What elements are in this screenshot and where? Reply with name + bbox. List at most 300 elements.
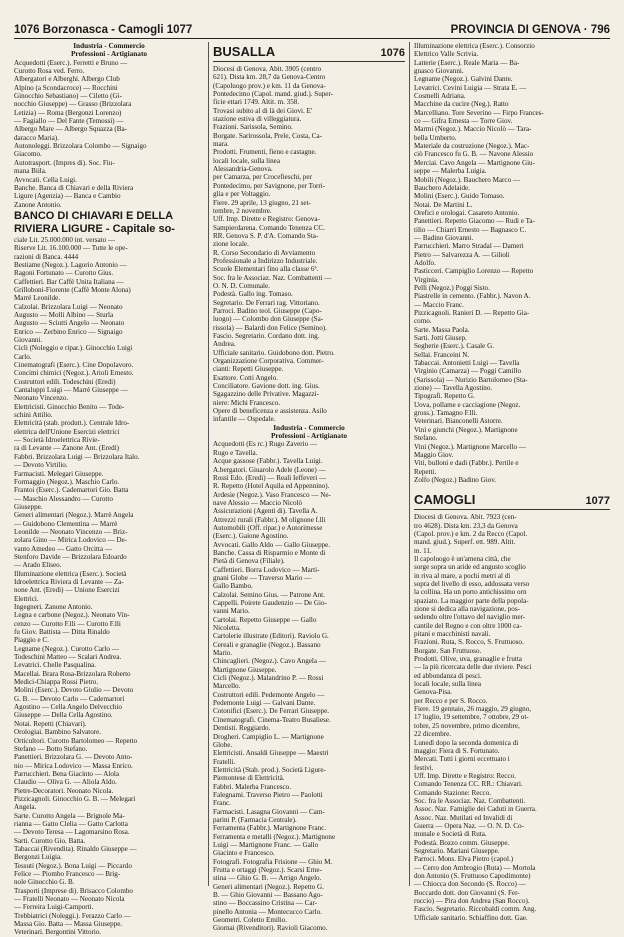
- directory-line: cenzo — Curotto F.lli — Curotto F.lli: [14, 619, 121, 628]
- directory-line: Sgagazzino delle Privative. Magazzi-: [213, 390, 319, 399]
- directory-line: Molini (Eserc.). Devoto Giulio — Devoto: [14, 686, 134, 695]
- directory-line: Diocesi di Genova. Abit. 7923 (cen-: [414, 513, 517, 522]
- directory-line: Orefici e orologai. Casareto Antonio.: [414, 208, 520, 217]
- directory-line: Zolfo (Negoz.) Badino Giov.: [414, 475, 497, 484]
- directory-line: Giuseppe.: [14, 502, 43, 511]
- directory-line: bella Umberto.: [414, 133, 457, 142]
- directory-line: Albergatori e Alberghi. Albergo Club: [14, 75, 120, 84]
- directory-line: Adolfo.: [414, 258, 436, 267]
- directory-line: Giornai (Rivenditori). Ravioli Giacomo.: [213, 924, 328, 933]
- directory-line: Vini e giunchi (Negoz.). Martignone: [414, 425, 518, 434]
- directory-line: Frazioni. Ruta, S. Rocco, S. Fruttuoso.: [414, 638, 524, 647]
- directory-line: Parrucchieri. Marro Stradal — Dameri: [414, 242, 524, 251]
- directory-line: gnani Globe — Traverso Mario —: [213, 573, 312, 582]
- directory-line: Ufficiale sanitario. Guidobono dott. Pietro.: [213, 348, 335, 357]
- directory-line: Acquedotti (Eserc.). Ferretti e Bruno —: [14, 58, 128, 67]
- directory-line: (Capoluogo prov.) e km. 11 da Genova-: [213, 81, 326, 90]
- directory-line: ruccio) — Pira don Andrea (San Rocco).: [414, 897, 530, 906]
- directory-line: mara.: [213, 140, 229, 149]
- directory-line: Geometri. Coletto Emilio.: [213, 916, 288, 925]
- directory-line: locali locale, sulla linea: [213, 156, 280, 165]
- directory-line: R. Corso Secondario di Avviamento: [213, 248, 316, 257]
- directory-line: Legna e carbone (Negoz.). Neonato Vin-: [14, 611, 130, 620]
- directory-line: — la più ricercata delle due riviere. Pesci: [414, 663, 532, 672]
- directory-line: 621). Dista km. 28,7 da Genova-Centro: [213, 73, 326, 82]
- directory-line: Uova, pollame e cacciagione (Negoz.: [414, 400, 521, 409]
- directory-line: Bestiame (Negoz.). Lagorio Antonio —: [14, 260, 127, 269]
- directory-line: como.: [414, 317, 432, 326]
- directory-line: Macchine da cucire (Neg.). Ratto: [414, 100, 509, 109]
- directory-line: Pizzicagnoli. Ginocchio G. B. — Melegari: [14, 794, 136, 803]
- directory-line: Mercati. Tutti i giorni eccettuato i: [414, 755, 510, 764]
- directory-line: Ginocchio Sebastiano) — Ciletto (Gi-: [14, 92, 122, 101]
- directory-line: zione) — Tavella Agostino.: [414, 384, 493, 393]
- directory-line: — Maschio Alessandro — Curotto: [14, 494, 113, 503]
- directory-line: Formaggio (Negoz.). Maschio Carlo.: [14, 477, 120, 486]
- directory-line: Luigi — Martignone Franc. — Gallo: [213, 840, 319, 849]
- directory-line: Pizzicagnoli. Ranieri D. — Repetto Gia-: [414, 309, 530, 317]
- directory-line: Frutta e ortaggi (Negoz.). Scarsi Erne-: [213, 866, 322, 874]
- directory-line: Costruttori edili. Pedemonte Angelo —: [213, 690, 325, 699]
- directory-line: Cotonifici (Eserc.). De Ferrari Giuseppe.: [213, 707, 330, 716]
- directory-line: O. N. D. Comunale.: [213, 281, 270, 290]
- directory-line: Prodotti. Frumenti, fieno e castagne.: [213, 148, 317, 157]
- directory-line: Marcello.: [213, 682, 241, 691]
- directory-line: razioni di Banca. 4444: [14, 252, 79, 261]
- directory-line: Drogheri. Campiglio L. — Martignone: [213, 732, 324, 741]
- directory-line: ficie ettari 1749. Altit. m. 358.: [213, 98, 300, 107]
- directory-line: Fabbri. Brizzolara Luigi — Brizzolara Italo.: [14, 452, 140, 461]
- directory-line: parini P. (Farmacia Centrale).: [213, 815, 297, 824]
- directory-line: Bergonzi Luigia.: [14, 853, 62, 862]
- directory-line: Parroci. Mons. Elva Pietro (capol.): [414, 855, 514, 864]
- directory-line: Illuminazione elettrica (Eserc.). Società: [14, 569, 127, 578]
- directory-line: (Capol. prov.) e km. 2 da Recco (Capol.: [414, 529, 528, 538]
- directory-line: Fabbri. Malerba Francesco.: [213, 782, 292, 791]
- directory-line: Cinematografi. Cinema-Teatro Busaliese.: [213, 715, 331, 724]
- directory-line: Cappelli. Poirete Gaudenzio — De Gio-: [213, 599, 327, 607]
- directory-line: Panettieri. Repetto Giacomo — Rudi e Ta-: [414, 217, 535, 226]
- directory-line: Acque gassose (Fabbr.). Tavella Luigi.: [213, 457, 323, 466]
- directory-line: Frazioni. Sarissola, Semino.: [213, 123, 293, 132]
- directory-line: Professionale a Indirizzo Industriale.: [213, 256, 318, 265]
- directory-line: Falegnami. Traverso Pietro — Paolotti: [213, 790, 323, 799]
- directory-line: mana Biila.: [14, 167, 47, 176]
- directory-line: Virginia.: [414, 275, 439, 284]
- directory-line: Materiale da costruzione (Negoz.). Mac-: [414, 142, 530, 151]
- directory-line: sedendo oltre l'ottavo del naviglio mer-: [414, 613, 526, 622]
- directory-line: elettrica dell'Unione Esercizi elettrici: [14, 427, 120, 436]
- directory-line: gross.). Tamagno F.lli.: [414, 409, 478, 418]
- directory-line: festivi.: [414, 763, 434, 772]
- directory-line: [414, 484, 610, 490]
- directory-line: Fascio. Segretario. Cordano dott. ing.: [213, 332, 320, 340]
- directory-line: seppe — Malerba Luigia.: [414, 167, 487, 176]
- bank-title: RIVIERA LIGURE - Capitale so-: [14, 222, 175, 235]
- directory-line: Albergo Mare — Albergo Squazza (Ba-: [14, 125, 128, 134]
- directory-line: Pontedecimo (Capol. mand. giud.). Super-: [213, 90, 334, 99]
- directory-line: Attrezzi rurali (Fabbr.). M olignone f.lli: [213, 515, 326, 524]
- section-heading: Professioni - Artigianato: [70, 49, 148, 59]
- directory-line: Fascio. Segretario. Riccobaldi comm. Ang.: [414, 905, 537, 914]
- directory-line: Cicli (Negoz.). Malandrino P. — Rossi: [213, 674, 324, 683]
- directory-line: niere: Michi Francesco.: [213, 398, 281, 407]
- directory-line: cianti: Repetti Giuseppe.: [213, 365, 284, 374]
- directory-line: Farmacisti. Lasagna Giovanni — Cam-: [213, 807, 325, 816]
- directory-line: Pontedecimo, per Savignone, per Torri-: [213, 181, 326, 190]
- directory-line: pitani e macchinisti navali.: [414, 630, 491, 639]
- directory-line: Ligure (Agenzia) — Banca e Cambio: [14, 192, 121, 201]
- directory-line: — Chiocca don Secondo (S. Rocco) —: [414, 880, 526, 889]
- directory-line: Riserve Lit. 16.100.000 — Tutte le ope-: [14, 244, 128, 253]
- directory-line: Elettricità (Stab. prod.). Società Ligure-: [213, 765, 326, 774]
- directory-line: Letizia) — Roma (Bergonzi Lorenzo): [14, 108, 122, 117]
- directory-line: tobre, 25 novembre, primo dicembre,: [414, 721, 520, 730]
- directory-line: Pelli (Negoz.) Poggi Sisto.: [414, 283, 490, 292]
- directory-line: nave Alessio — Maccio Nicolò: [213, 498, 303, 507]
- directory-line: Calzolai. Brizzolara Luigi — Neonato: [14, 302, 123, 311]
- directory-line: Stenforo Davide — Brizzolara Edoardo: [14, 552, 127, 561]
- directory-line: Tabaccai. Antonietti Luigi — Tavella: [414, 359, 520, 368]
- directory-line: Banche. Cassa di Risparmio e Monte di: [213, 548, 326, 557]
- directory-line: — Società Idroelettrica Rivie-: [14, 436, 100, 445]
- directory-line: Avvocati. Gallo Aldo — Gallo Giuseppe.: [213, 540, 331, 549]
- directory-line: co — Gifra Ernesta — Torre Giov.: [414, 117, 513, 126]
- directory-line: Marmi (Negoz.). Maccio Nicolò — Tara-: [414, 125, 532, 134]
- directory-line: schini Attilio.: [14, 411, 53, 420]
- directory-line: Sarte. Massa Paola.: [414, 325, 470, 334]
- directory-line: nocchio Giuseppe) — Grasso (Brizzolara: [14, 100, 132, 109]
- directory-line: sopra del livello di esso, addossata verso: [414, 579, 530, 588]
- directory-line: Giovanni.: [14, 336, 43, 344]
- section-heading: Professioni - Artigianato: [270, 431, 348, 441]
- directory-line: Parrucchieri. Bena Giacinto — Alola: [14, 769, 119, 778]
- directory-line: Cicli (Noleggio e ripar.). Ginocchio Luigi: [14, 344, 133, 353]
- directory-line: Macellai. Brara Rosa-Brizzolara Roberto: [14, 669, 131, 678]
- directory-line: Augusto — Sciutti Angelo — Neonato: [14, 319, 125, 328]
- directory-line: fu Giov. Battista — Ditta Rinaldo: [14, 628, 110, 637]
- directory-line: Tipografi. Repetto G.: [414, 392, 475, 401]
- directory-line: Comando Stazione: Recco.: [414, 788, 492, 797]
- directory-line: Stefano.: [414, 434, 438, 443]
- directory-line: Cereali e granaglie (Negoz.). Bassano: [213, 640, 321, 649]
- directory-line: Organizzazione Corporativa. Commer-: [213, 357, 324, 366]
- directory-line: zolara Gino — Mirica Lodovico — De-: [14, 536, 128, 545]
- directory-line: Globe.: [213, 740, 233, 749]
- directory-line: per Recco e per S. Rocco.: [414, 696, 488, 705]
- directory-line: zione locale.: [213, 240, 249, 249]
- directory-line: zione si dedica alla navigazione, pos-: [414, 605, 520, 613]
- directory-line: Illuminazione elettrica (Eserc.). Consorzio: [414, 42, 535, 50]
- directory-line: Pietà di Genova (Filiale).: [213, 557, 285, 566]
- town-heading: [414, 492, 610, 510]
- directory-line: Piastrelle in cemento. (Fabbr.). Navon A.: [414, 292, 531, 301]
- directory-line: 22 dicembre.: [414, 730, 452, 739]
- directory-line: Sarte. Curotto Angela — Brignole Ma-: [14, 811, 125, 820]
- directory-line: — Maccio Franc.: [414, 300, 464, 309]
- directory-line: Alessandria-Genova.: [213, 165, 273, 174]
- header-left: 1076 Borzonasca - Camogli 1077: [14, 24, 193, 36]
- directory-line: Veterinari. Bergontini Vittorio.: [14, 928, 102, 937]
- directory-line: Segherie (Eserc.). Casale G.: [414, 342, 494, 351]
- directory-line: Rugo e Tavella.: [213, 448, 258, 457]
- directory-line: glia e per Voltaggio.: [213, 190, 271, 199]
- directory-line: Levatrici. Cevini Luigia — Strata E. —: [414, 83, 527, 92]
- directory-line: Trebbiatrici (Noleggi.). Ferazzo Carlo —: [14, 911, 131, 920]
- directory-line: Genova-Pisa.: [414, 688, 453, 697]
- directory-line: RR. Genova S. P. d'A. Comando Sta-: [213, 231, 319, 240]
- directory-line: Todeschini Matteo — Scalari Andrea.: [14, 653, 122, 662]
- directory-line: Ingegneri. Zanone Antonio.: [14, 603, 93, 611]
- directory-line: Sampierdarena. Comando Tenenza CC.: [213, 223, 325, 232]
- directory-line: Ufficiale sanitario. Schiaffino dott. Gae.: [414, 913, 528, 922]
- directory-line: Zanone Antonio.: [14, 200, 62, 209]
- directory-line: nio — Mirica Lodovico — Massa Enrico.: [14, 761, 133, 770]
- directory-line: Ragoni Fortunato — Curotto Gius.: [14, 269, 114, 278]
- town-number: 1077: [585, 495, 610, 508]
- directory-line: Gallo Bambo.: [213, 582, 253, 591]
- directory-line: don Antonio (S. Fruttuoso Capodimonte): [414, 872, 531, 880]
- directory-line: Agostino — Cella Angelo Delvecchio: [14, 703, 122, 712]
- directory-line: nole Ginocchio G. B.: [14, 878, 75, 887]
- directory-line: Sellai. Franceini N.: [414, 350, 470, 359]
- directory-line: Cinematografi (Eserc.). Cine Dopolavoro.: [14, 361, 134, 370]
- directory-line: daracco Maria).: [14, 133, 59, 142]
- directory-line: — Arado Eliseo.: [14, 561, 62, 570]
- directory-line: Medici-Chiappa Rossi Pietro.: [14, 678, 99, 687]
- directory-line: Frantoi (Eserc.). Cademartori Gio. Batta: [14, 486, 129, 495]
- directory-line: sorge sopra un aride ed angusto scoglio: [414, 563, 526, 572]
- directory-line: — Badino Giovanni.: [414, 233, 474, 242]
- directory-line: gnasco Giovanni.: [414, 67, 464, 76]
- directory-line: Leonilde — Neonato Vincenzo — Briz-: [14, 527, 128, 536]
- directory-line: Avvocati. Cella Luigi.: [14, 175, 77, 184]
- directory-line: Maggio Giov.: [414, 450, 454, 459]
- town-name: CAMOGLI: [414, 492, 476, 508]
- directory-line: Nicoletta.: [213, 624, 241, 633]
- directory-line: Orologiai. Bambino Salvatore.: [14, 728, 102, 737]
- directory-line: Elettrici.: [14, 594, 39, 603]
- directory-line: Caffettieri. Borra Lodovico — Marti-: [213, 565, 320, 574]
- directory-line: Elettrico Valle Scrivia.: [414, 50, 479, 59]
- directory-line: Elettricità (stab. produtt.). Centrale Idro-: [14, 419, 130, 428]
- directory-line: Fiere. 29 aprile, 13 giugno, 21 set-: [213, 198, 311, 207]
- directory-line: Concimi chimici (Negoz.). Arioli Ernesto.: [14, 369, 134, 378]
- directory-line: Elettricisti. Ansaldi Giuseppe — Maestri: [213, 749, 329, 758]
- directory-line: Uff. Imp. Dirette e Registro: Genova-: [213, 215, 320, 224]
- column-3: [414, 42, 610, 922]
- directory-line: Podestà. Gallo ing. Tomaso.: [213, 290, 293, 299]
- directory-line: — Devoto Virtilio.: [14, 461, 68, 470]
- directory-line: Curotto Rosa ved. Ferro.: [14, 67, 85, 76]
- section-heading: Industria - Commercio: [73, 41, 145, 50]
- directory-line: R. Repetto (Hotel Aquila ed Appennino).: [213, 482, 330, 491]
- directory-line: tembre, 2 novembre.: [213, 206, 272, 215]
- directory-line: Ardesie (Negoz.). Vaso Francesco — Ne-: [213, 490, 331, 499]
- directory-line: Elettricisti. Ginocchio Benito — Tode-: [14, 402, 125, 411]
- directory-line: Autonoleggi. Brizzolara Colombo — Signaigo: [14, 142, 147, 151]
- directory-line: stino — Boccassino Cristina — Car-: [213, 899, 318, 908]
- directory-line: — Fratelli Neonato — Neonato Nicola: [14, 895, 125, 904]
- directory-line: Tessuti (Negoz.). Bona Luigi — Piccardo: [14, 861, 132, 870]
- directory-line: Tabaccai (Rivendita). Rinaldo Giuseppe —: [14, 844, 137, 853]
- directory-line: Mobili (Negoz.). Bauchero Marco —: [414, 175, 520, 184]
- directory-line: Vini (Negoz.). Martignone Marcello —: [414, 442, 526, 451]
- directory-line: Piemontese di Elettricità.: [213, 774, 285, 783]
- directory-line: infantile — Ospedale.: [213, 415, 276, 424]
- directory-line: vanni Mario.: [213, 607, 250, 616]
- directory-line: spaziato. La maggior parte della popola-: [414, 596, 529, 605]
- directory-line: Merciai. Cavo Angela — Martignone Giu-: [414, 158, 535, 167]
- section-heading: Industria - Commercio: [273, 422, 345, 432]
- header-right: PROVINCIA DI GENOVA · 796: [450, 24, 610, 36]
- page-header: [14, 20, 610, 39]
- directory-line: luogo) — Colombo don Giuseppe (Sa-: [213, 315, 324, 324]
- directory-line: Sarti. Curotto Gio. Batta.: [14, 836, 86, 845]
- directory-line: Repetti.: [414, 467, 437, 476]
- directory-line: Marré Leonilde.: [14, 294, 61, 303]
- directory-line: none Ant. (Eredi) — Unione Esercizi: [14, 586, 120, 595]
- directory-line: Piaggio e C.: [14, 636, 49, 645]
- directory-line: (Eserc.). Gaione Agostino.: [213, 532, 289, 541]
- directory-line: Segretario. Mariani Giuseppe.: [414, 846, 500, 855]
- directory-line: — Guidobono Clementina — Marrè: [14, 519, 118, 528]
- directory-line: ra di Levante — Zanone Ant. (Eredi): [14, 444, 119, 453]
- directory-line: locali locale, sulla linea: [414, 680, 481, 689]
- directory-line: pinello Antonia — Montecucco Carlo.: [213, 907, 322, 916]
- directory-line: Calzolai. Semino Gius. — Patrone Ant.: [213, 590, 325, 599]
- directory-line: Carlo.: [14, 352, 32, 361]
- directory-line: Borgate. San Fruttuoso.: [414, 646, 482, 655]
- directory-line: — Cerro don Ambrogio (Ruta) — Mortola: [414, 863, 536, 872]
- directory-line: Podestà. Bozzo comm. Giuseppe.: [414, 838, 510, 847]
- directory-line: Enrico — Zerbino Enrico — Signaigo: [14, 327, 123, 336]
- directory-line: Idroelettrica Riviera di Levante — Za-: [14, 577, 124, 586]
- bank-title: BANCO DI CHIAVARI E DELLA: [14, 209, 174, 222]
- directory-line: Orticultori. Curotto Bartolomeo — Repetto: [14, 736, 138, 745]
- directory-line: A.bergatori. Giuarolo Adele (Leone) —: [213, 465, 326, 474]
- directory-line: Augusto — Molli Albino — Sturla: [14, 310, 114, 319]
- directory-line: Esattore. Cotti Angelo.: [213, 373, 279, 382]
- directory-line: rianna — Gatto Clelia — Gatto Carlotta: [14, 819, 128, 828]
- directory-line: maggio: Fiera di S. Fortunato.: [414, 746, 500, 755]
- directory-line: Acquedotti (Es rc.) Rugo Zaverio —: [213, 440, 318, 449]
- directory-line: Grilloboni-Fiorente (Caffè Monte Alona): [14, 285, 131, 294]
- directory-line: Pasticceri. Campiglio Lorenzo — Repetto: [414, 267, 534, 276]
- directory-line: Notai. Repetti (Chiavari).: [14, 719, 87, 728]
- directory-line: Caffettieri. Bar Caffè Unita Italiana —: [14, 277, 124, 286]
- directory-line: Angela.: [14, 803, 37, 812]
- directory-line: Virginio (Camarza) — Poggi Camillo: [414, 367, 522, 376]
- directory-line: m. 11.: [414, 546, 432, 555]
- directory-line: Autotrasport. (Impres di). Soc. Fiu-: [14, 158, 115, 167]
- directory-line: Giacinto e Francesco.: [213, 849, 275, 858]
- directory-line: Legname (Negoz.). Galvini Dante.: [414, 75, 513, 84]
- directory-line: Panettieri. Brizzolara G. — Devoto Anto-: [14, 753, 133, 762]
- directory-line: — Fagiallo — Del Fante (Temossi) —: [14, 117, 124, 126]
- directory-line: Molini (Eserc.). Guido Tomaso.: [414, 192, 505, 201]
- directory-line: Neonato Vincenzo.: [14, 394, 69, 403]
- directory-line: Pietre-Decoratori. Neonato Nicola.: [14, 786, 114, 795]
- directory-line: (Sarissola) — Nurizio Bartolomeo (Sta-: [414, 375, 528, 384]
- town-heading: [213, 44, 405, 62]
- column-1: [14, 41, 204, 937]
- column-2: [213, 42, 405, 933]
- directory-line: Costruttori edili. Todeschini (Eredi): [14, 377, 116, 386]
- directory-line: Assicurazioni (Agenti di). Tavella A.: [213, 507, 318, 516]
- directory-line: Legname (Negoz.). Curotto Carlo —: [14, 644, 119, 653]
- directory-line: Assoc. Naz. Mutilati ed Invalidi di: [414, 813, 513, 822]
- directory-line: in riva al mare, a pochi metri al di: [414, 571, 511, 580]
- directory-line: Viti, bulloni e dadi (Fabbr.). Pertile e: [414, 459, 519, 468]
- directory-line: ed abbondanza di pesci.: [414, 671, 482, 680]
- directory-line: cantile del Regno e con oltre 1000 ca-: [414, 621, 522, 630]
- directory-line: Boccardo dott. don Giovanni (S. Fer-: [414, 888, 520, 897]
- directory-line: Cartolai. Repetto Giuseppe — Gallo: [213, 615, 317, 624]
- directory-line: Alpino (a Scondacroce) — Rocchini: [14, 83, 118, 92]
- directory-line: ciale Lit. 25.000.000 int. versato —: [14, 235, 116, 244]
- directory-line: ciò Francesco fu G. B. — Navone Alessio: [414, 150, 534, 159]
- directory-line: Farmacisti. Melegari Giuseppe.: [14, 469, 104, 478]
- column-divider: [208, 42, 209, 886]
- directory-line: — Ferreira Luigi-Camporti.: [14, 903, 94, 912]
- directory-line: — Devoto Teresa — Lagomarsino Rosa.: [14, 828, 130, 837]
- directory-line: Pietro — Salvarezza A. — Gilioli: [414, 250, 510, 259]
- directory-line: Comando Tenenza CC. RR.: Chiavari.: [414, 780, 523, 789]
- directory-line: Segretario. De Ferrari rag. Vittoriano.: [213, 298, 320, 307]
- directory-line: Generi alimentari (Negoz.). Repetto G.: [213, 882, 324, 891]
- directory-line: Veterinari. Bianconelli Astorre.: [414, 417, 503, 426]
- directory-line: 17 luglio, 19 settembre, 7 ottobre, 29 ot-: [414, 713, 529, 722]
- directory-line: Banche. Banca di Chiavari e della Riviera: [14, 183, 134, 192]
- directory-line: Assoc. Naz. Famiglie dei Caduti in Guerra.: [414, 805, 537, 814]
- directory-line: Stefano — Botto Stefano.: [14, 744, 88, 753]
- directory-line: Bauchero Adelaide.: [414, 183, 470, 192]
- directory-line: Claudio — Oliva G. — Aliola Aldo.: [14, 778, 117, 787]
- directory-line: Levatrici. Chelle Pasqualina.: [14, 661, 96, 670]
- directory-line: tilio — Chiarri Ernesto — Bagnasco C.: [414, 225, 527, 234]
- directory-line: Soc. fra le Associaz. Naz. Combattenti.: [414, 796, 526, 805]
- directory-line: Rossi Edo. (Eredi) — Reali Ieffeveri —: [213, 473, 327, 482]
- directory-line: Borgate. Sarirossola, Prele, Costa, Ca-: [213, 131, 323, 140]
- directory-line: Chincaglieri. (Negoz.). Cavo Angela —: [213, 657, 326, 666]
- town-number: 1076: [380, 47, 405, 59]
- directory-line: rissola) — Balardi don Felice (Semino).: [213, 323, 327, 332]
- directory-line: Fratelli.: [213, 757, 236, 766]
- directory-line: Uff. Imp. Dirette e Registro: Recco.: [414, 771, 516, 780]
- directory-line: Generi alimentari (Negoz.). Marrè Angela: [14, 511, 134, 520]
- directory-line: Lunedì dopo la seconda domenica di: [414, 738, 519, 747]
- directory-line: B. — Ghio Giovanni — Bassano Ago-: [213, 891, 323, 900]
- directory-line: Fiere. 19 gennaio, 26 maggio, 29 giugno,: [414, 705, 532, 714]
- directory-line: Dentisti. Reggiardo.: [213, 724, 271, 733]
- directory-line: Cantaluppi Luigi — Marrè Giuseppe —: [14, 386, 128, 395]
- directory-line: Fotografi. Fotografia Frisione — Ghio M.: [213, 857, 333, 866]
- directory-line: Guerra — Opera Naz. — O. N. D. Co-: [414, 821, 524, 830]
- directory-line: Felice — Piombo Francesco — Brig-: [14, 870, 121, 878]
- column-divider: [409, 42, 410, 886]
- directory-line: la collina. Ha un porto antichissimo orn: [414, 588, 527, 597]
- directory-line: Opere di beneficenza e assistenza. Asilo: [213, 407, 327, 416]
- directory-line: Scuole Elementari fino alla classe 6ª.: [213, 265, 319, 274]
- directory-line: Latterie (Eserc.). Reale Maria — Ba-: [414, 58, 520, 67]
- directory-line: Diocesi di Genova. Abit. 3905 (centro: [213, 65, 322, 73]
- directory-line: Giuseppe — Della Cella Agostino.: [14, 711, 113, 720]
- directory-line: Sarti. Jotti Giusep.: [414, 334, 467, 343]
- directory-line: Ferramenta e metalli (Negoz.). Martignone: [213, 832, 336, 841]
- directory-line: Soc. fra le Associaz. Naz. Combattenti —: [213, 273, 332, 282]
- directory-line: munale e Società di Ruta.: [414, 830, 487, 839]
